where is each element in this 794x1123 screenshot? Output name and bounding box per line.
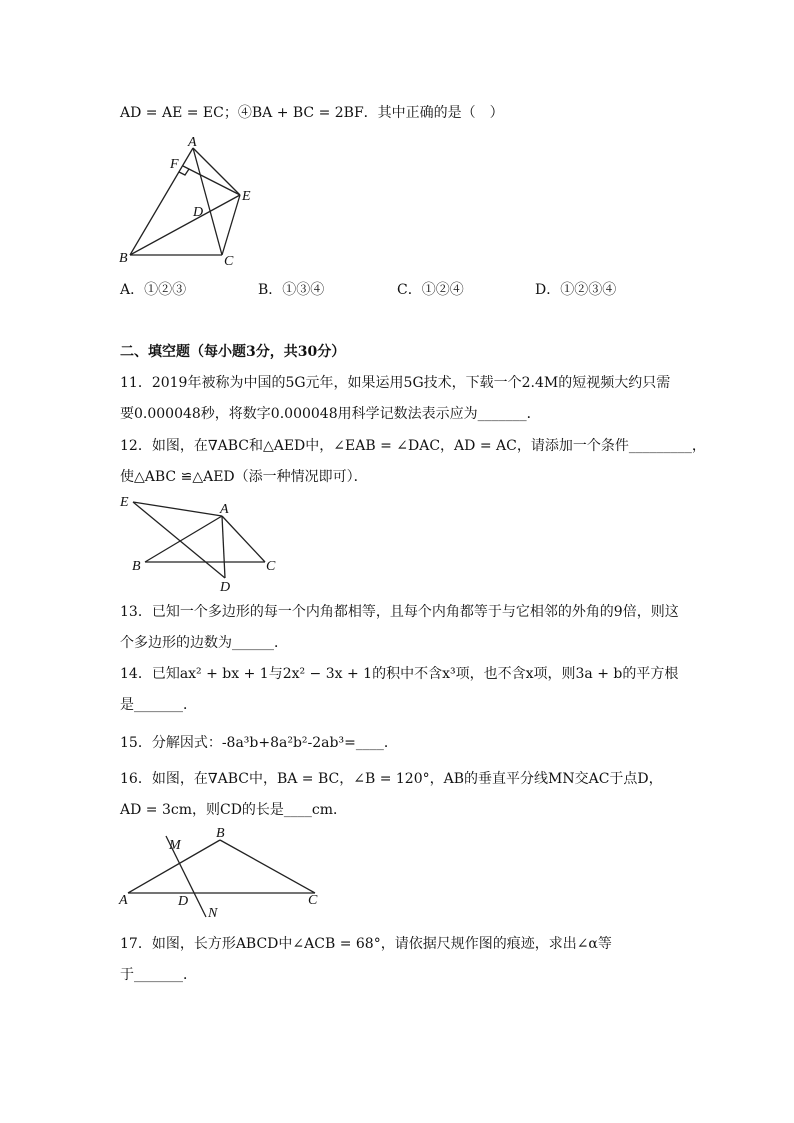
q16-label-A: A xyxy=(119,893,128,908)
q10-label-C: C xyxy=(224,254,234,269)
section2-title: 二、填空题（每小题3分，共30分） xyxy=(120,344,346,360)
q16-text-line2: AD = 3cm，则CD的长是____cm． xyxy=(120,802,348,818)
q10-label-E: E xyxy=(242,189,251,204)
q16-label-B: B xyxy=(216,826,225,841)
q16-label-M: M xyxy=(169,838,181,853)
q16-label-D: D xyxy=(178,894,189,909)
q14-text-line1: 14．已知ax² + bx + 1与2x² − 3x + 1的积中不含x³项，也不含x项，则3a + b的平方根 xyxy=(120,666,679,682)
q17-text-line2: 于_______． xyxy=(120,967,197,983)
q12-label-E: E xyxy=(120,495,129,510)
q10-label-F: F xyxy=(170,157,179,172)
q12-label-B: B xyxy=(132,559,141,574)
q12-label-D: D xyxy=(220,580,231,595)
q10-choice-a: A．①②③ xyxy=(120,282,187,298)
q13-text-line1: 13．已知一个多边形的每一个内角都相等，且每个内角都等于与它相邻的外角的9倍，则这 xyxy=(120,604,679,620)
q12-text-line1: 12．如图，在∇ABC和△AED中，∠EAB = ∠DAC，AD = AC，请添加一个条件_________， xyxy=(120,438,706,454)
q16-text-line1: 16．如图，在∇ABC中，BA = BC，∠B = 120°，AB的垂直平分线MN交AC于点D， xyxy=(120,771,663,787)
q13-text-line2: 个多边形的边数为______． xyxy=(120,635,288,651)
q11-text-line2: 要0.000048秒，将数字0.000048用科学记数法表示应为_______． xyxy=(120,406,541,422)
q10-label-B: B xyxy=(119,251,128,266)
q16-label-C: C xyxy=(308,893,318,908)
q12-label-C: C xyxy=(266,559,276,574)
q12-label-A: A xyxy=(220,502,229,517)
q10-choice-d: D．①②③④ xyxy=(535,282,617,298)
q14-text-line2: 是_______． xyxy=(120,697,197,713)
q10-text-line1: AD = AE = EC；④BA + BC = 2BF．其中正确的是（ ） xyxy=(120,105,504,121)
q10-label-A: A xyxy=(188,135,197,150)
q10-choice-b: B．①③④ xyxy=(258,282,325,298)
q16-label-N: N xyxy=(208,906,218,921)
q11-text-line1: 11．2019年被称为中国的5G元年，如果运用5G技术，下载一个2.4M的短视频大约只需 xyxy=(120,375,671,391)
q15-text-line1: 15．分解因式：-8a³b+8a²b²-2ab³=____． xyxy=(120,735,398,751)
q17-text-line1: 17．如图，长方形ABCD中∠ACB = 68°，请依据尺规作图的痕迹，求出∠α等 xyxy=(120,936,612,952)
q10-label-D: D xyxy=(193,205,204,220)
q10-choice-c: C．①②④ xyxy=(397,282,464,298)
q12-text-line2: 使△ABC ≌△AED（添一种情况即可）． xyxy=(120,469,368,485)
